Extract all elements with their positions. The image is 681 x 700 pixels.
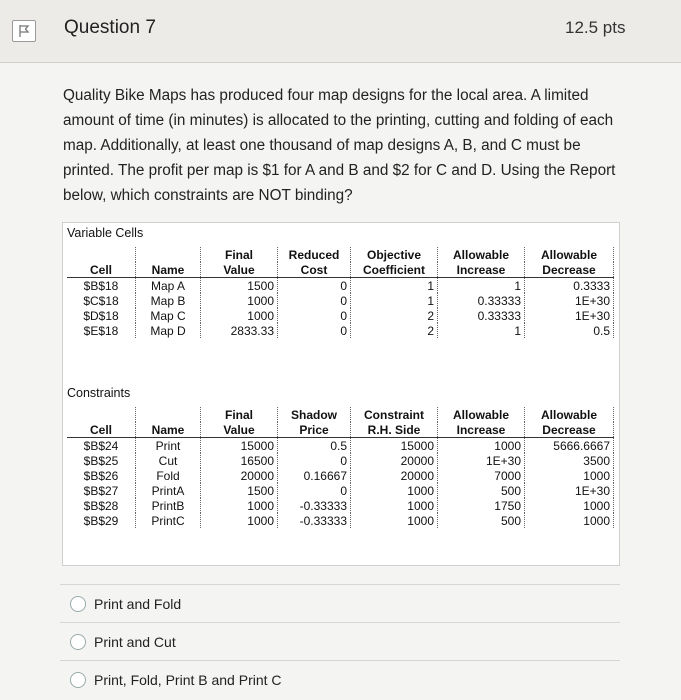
table-cell: 2 (351, 308, 438, 323)
table-cell: 1750 (438, 498, 525, 513)
table-cell: 0.5 (278, 438, 351, 454)
table-cell: 1000 (438, 438, 525, 454)
table-cell: Final (201, 247, 278, 262)
table-cell: Cell (67, 422, 136, 438)
table-cell: $B$28 (67, 498, 136, 513)
table-cell: Increase (438, 262, 525, 278)
table-cell: 1 (438, 278, 525, 294)
table-cell: Decrease (525, 262, 614, 278)
table-cell: Decrease (525, 422, 614, 438)
table-cell: 1500 (201, 278, 278, 294)
table-cell: 1E+30 (525, 293, 614, 308)
answer-option-label: Print, Fold, Print B and Print C (94, 672, 282, 688)
table-cell: 20000 (201, 468, 278, 483)
table-cell: PrintC (136, 513, 201, 528)
table-cell: Allowable (438, 247, 525, 262)
table-row (67, 513, 614, 528)
table-cell: $C$18 (67, 293, 136, 308)
variable-cells-table (67, 247, 614, 338)
table-cell: $E$18 (67, 323, 136, 338)
answer-option-label: Print and Cut (94, 634, 176, 650)
table-cell: Allowable (525, 407, 614, 422)
answer-option-2[interactable] (70, 634, 176, 650)
table-cell: 1E+30 (438, 453, 525, 468)
table-row (67, 453, 614, 468)
table-cell: 0 (278, 323, 351, 338)
answer-separator (60, 660, 620, 661)
table-cell: Final (201, 407, 278, 422)
table-cell: Name (136, 262, 201, 278)
table-cell: Reduced (278, 247, 351, 262)
table-cell: $D$18 (67, 308, 136, 323)
table-cell: 1000 (201, 513, 278, 528)
table-cell: 5666.6667 (525, 438, 614, 454)
table-cell: $B$25 (67, 453, 136, 468)
table-cell: 7000 (438, 468, 525, 483)
table-cell: 0 (278, 453, 351, 468)
table-row (67, 278, 614, 294)
table-cell: R.H. Side (351, 422, 438, 438)
table-cell: 1000 (525, 513, 614, 528)
answer-separator (60, 622, 620, 623)
radio-button[interactable] (70, 634, 86, 650)
table-cell: $B$26 (67, 468, 136, 483)
table-cell: 15000 (201, 438, 278, 454)
table-cell: 1 (438, 323, 525, 338)
table-cell: 0 (278, 308, 351, 323)
table-cell: 20000 (351, 453, 438, 468)
table-cell: Fold (136, 468, 201, 483)
table-cell: Name (136, 422, 201, 438)
answer-separator (60, 584, 620, 585)
table-cell: PrintA (136, 483, 201, 498)
table-cell: 0.16667 (278, 468, 351, 483)
table-cell: $B$18 (67, 278, 136, 294)
table-cell: Cost (278, 262, 351, 278)
flag-icon (17, 24, 31, 38)
table-header-row (67, 247, 614, 262)
table-cell: 1000 (351, 498, 438, 513)
table-cell: Constraint (351, 407, 438, 422)
table-cell: -0.33333 (278, 498, 351, 513)
table-cell: 0.3333 (525, 278, 614, 294)
table-cell: 0 (278, 293, 351, 308)
table-row (67, 323, 614, 338)
table-cell: PrintB (136, 498, 201, 513)
table-cell: Objective (351, 247, 438, 262)
table-cell: Allowable (438, 407, 525, 422)
table-row (67, 483, 614, 498)
table-cell (136, 407, 201, 422)
radio-button[interactable] (70, 672, 86, 688)
radio-button[interactable] (70, 596, 86, 612)
table-cell: $B$27 (67, 483, 136, 498)
table-cell: 1000 (201, 498, 278, 513)
table-cell: 16500 (201, 453, 278, 468)
flag-question-button[interactable] (12, 20, 36, 42)
table-cell: 1000 (351, 483, 438, 498)
question-text: Quality Bike Maps has produced four map designs for the local area. A limited amount of time (in minutes) is allocated to the printing, cutting and folding of each map. Additionally, at least one thousand of map designs A, B, and C must be printed. The profit per map is $1 for A and B and $2 for C and D. Using the Report below, which constraints are NOT binding? (63, 87, 616, 204)
sensitivity-report (62, 222, 620, 566)
question-title: Question 7 (64, 17, 156, 38)
table-cell: Print (136, 438, 201, 454)
table-cell: -0.33333 (278, 513, 351, 528)
table-cell: 0 (278, 278, 351, 294)
table-cell: 1000 (525, 498, 614, 513)
table-cell: Map B (136, 293, 201, 308)
constraints-label: Constraints (67, 386, 131, 400)
table-cell: Shadow (278, 407, 351, 422)
table-cell: Price (278, 422, 351, 438)
table-cell: Allowable (525, 247, 614, 262)
table-row (67, 293, 614, 308)
table-cell: $B$29 (67, 513, 136, 528)
table-cell: Increase (438, 422, 525, 438)
table-cell: Map A (136, 278, 201, 294)
table-cell: 0.33333 (438, 308, 525, 323)
table-row (67, 308, 614, 323)
table-cell: $B$24 (67, 438, 136, 454)
variable-cells-label: Variable Cells (67, 226, 144, 240)
table-row (67, 468, 614, 483)
table-row (67, 498, 614, 513)
table-cell: 0.33333 (438, 293, 525, 308)
table-cell: 1000 (201, 293, 278, 308)
table-row (67, 438, 614, 454)
table-cell: Map D (136, 323, 201, 338)
table-cell (67, 247, 136, 262)
table-cell: 0 (278, 483, 351, 498)
table-header-row (67, 262, 614, 278)
answer-option-label: Print and Fold (94, 596, 182, 612)
table-cell: Coefficient (351, 262, 438, 278)
table-cell: 1 (351, 278, 438, 294)
table-cell: Cut (136, 453, 201, 468)
table-cell (136, 247, 201, 262)
constraints-table (67, 407, 614, 528)
table-cell: 20000 (351, 468, 438, 483)
table-cell: 1000 (201, 308, 278, 323)
table-cell: Value (201, 262, 278, 278)
table-cell: Value (201, 422, 278, 438)
table-cell: 2833.33 (201, 323, 278, 338)
table-cell: 15000 (351, 438, 438, 454)
table-cell: 500 (438, 513, 525, 528)
table-cell: Cell (67, 262, 136, 278)
table-cell (67, 407, 136, 422)
table-cell: 1500 (201, 483, 278, 498)
answer-option-3[interactable] (70, 672, 282, 688)
table-cell: 1000 (525, 468, 614, 483)
table-cell: 2 (351, 323, 438, 338)
question-points: 12.5 pts (565, 18, 626, 37)
table-cell: 3500 (525, 453, 614, 468)
table-cell: 500 (438, 483, 525, 498)
table-header-row (67, 422, 614, 438)
table-cell: Map C (136, 308, 201, 323)
table-cell: 0.5 (525, 323, 614, 338)
table-cell: 1000 (351, 513, 438, 528)
table-cell: 1E+30 (525, 483, 614, 498)
table-cell: 1 (351, 293, 438, 308)
table-header-row (67, 407, 614, 422)
question-header (0, 0, 681, 63)
answer-option-1[interactable] (70, 596, 181, 612)
table-cell: 1E+30 (525, 308, 614, 323)
